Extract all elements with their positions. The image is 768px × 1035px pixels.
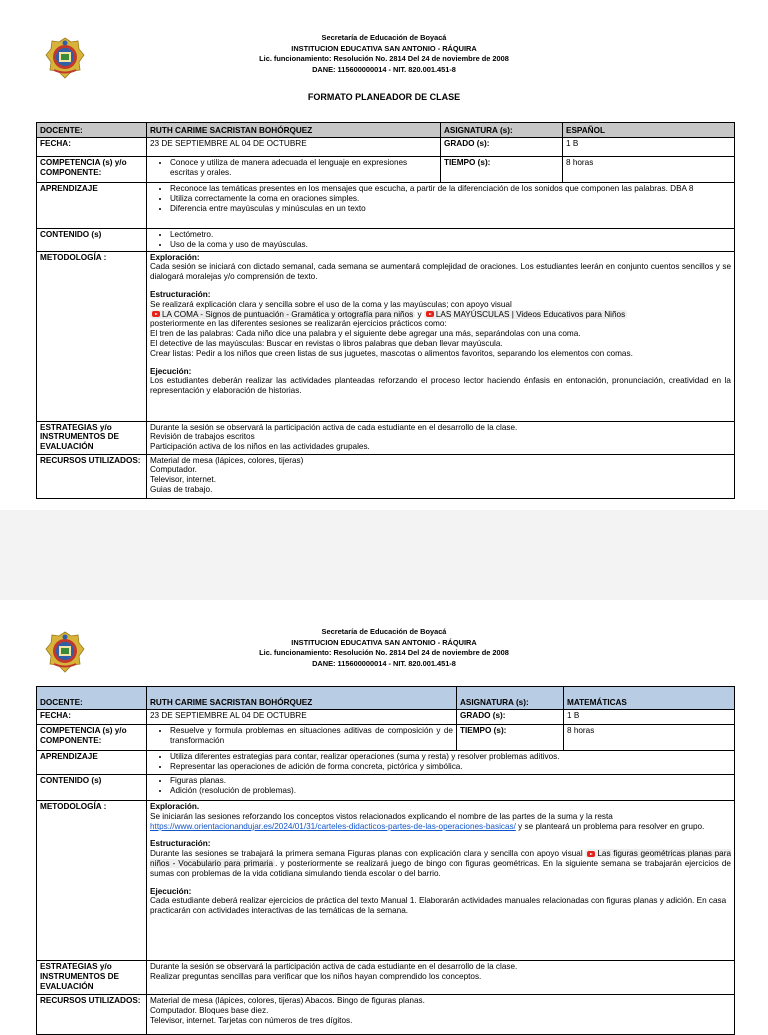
recursos-label: RECURSOS UTILIZADOS: <box>37 995 147 1035</box>
ejecucion-heading: Ejecución: <box>150 886 192 896</box>
list-item: Computador. <box>150 465 197 475</box>
ejercicio-2: El detective de las mayúsculas: Buscar en revistas o libros palabras que deban llevar mayúscula. <box>150 338 503 348</box>
exploracion-heading: Exploración. <box>150 802 200 811</box>
header-line-4: DANE: 115600000014 - NIT. 820.001.451-8 <box>312 64 456 74</box>
exploracion-link-line <box>150 822 731 832</box>
video-link-coma[interactable]: LA COMA - Signos de puntuación - Gramática y ortografía para niños <box>162 309 414 319</box>
table-row <box>37 138 735 157</box>
list-item: • Representar las operaciones de adición de forma concreta, pictórica y simbólica. <box>170 762 731 772</box>
video-link-mayusculas[interactable]: LAS MAYÚSCULAS | Videos Educativos para Niños <box>435 309 626 319</box>
grado-label: GRADO (s): <box>457 710 564 725</box>
list-item: • Resuelve y formula problemas en situaciones aditivas de composición y de transformación <box>170 726 453 746</box>
tiempo-value: 8 horas <box>564 725 735 751</box>
list-item: Televisor, internet. Tarjetas con números de tres dígitos. <box>150 1015 353 1025</box>
exploracion-text: Cada sesión se iniciará con dictado semanal, cada semana se aumentará complejidad de oraciones. Los estudiantes leerán en conjunto cuentos sencillos y se dialogará moralejas y/o comprensión de texto. <box>150 262 731 282</box>
estructuracion-heading: Estructuración: <box>150 289 211 299</box>
list-item: • Utiliza correctamente la coma en oraciones simples. <box>170 194 731 204</box>
docente-label: DOCENTE: <box>37 687 147 710</box>
asignatura-label: ASIGNATURA (s): <box>441 123 563 138</box>
list-item: • Figuras planas. <box>170 776 731 786</box>
planner-page-matematicas <box>0 600 768 1025</box>
metodologia-label: METODOLOGÍA : <box>37 251 147 421</box>
video-chip-coma[interactable] <box>150 310 415 319</box>
tiempo-label: TIEMPO (s): <box>457 725 564 751</box>
estructuracion-cont: . y posteriormente se realizará juego de bingo con figuras geométricas. En la siguiente semana se trabajarán ejercicios de sumas con problemas de la vida cotidiana simulando tienda escolar o del barrio. <box>150 858 731 878</box>
ejecucion-text: Cada estudiante deberá realizar ejercicios de práctica del texto Manual 1. Elaborarán actividades manuales relacionadas con figuras planas y adición. En casa practicarán con actividades interactivas de las temáticas de la semana. <box>150 896 727 916</box>
list-item: • Reconoce las temáticas presentes en los mensajes que escucha, a partir de la diferenciación de los sonidos que componen las palabras. DBA 8 <box>170 184 731 194</box>
docente-value: RUTH CARIME SACRISTAN BOHÓRQUEZ <box>147 123 441 138</box>
list-item: • Adición (resolución de problemas). <box>170 786 731 796</box>
competencia-label: COMPETENCIA (s) y/o COMPONENTE: <box>37 157 147 183</box>
metodologia-value <box>147 801 735 961</box>
list-item: Durante la sesión se observará la participación activa de cada estudiante en el desarrollo de la clase. <box>150 962 518 971</box>
fecha-value: 23 DE SEPTIEMBRE AL 04 DE OCTUBRE <box>147 710 457 725</box>
header-line-1: Secretaría de Educación de Boyacá <box>321 33 447 42</box>
table-row <box>37 251 735 421</box>
fecha-label: FECHA: <box>37 138 147 157</box>
estrategias-value <box>147 421 735 454</box>
list-item: Material de mesa (lápices, colores, tijeras) Abacos. Bingo de figuras planas. <box>150 996 425 1005</box>
table-row <box>37 961 735 995</box>
asignatura-label: ASIGNATURA (s): <box>457 687 564 710</box>
list-item: • Lectómetro. <box>170 230 731 240</box>
list-item: Realizar preguntas sencillas para verificar que los niños hayan comprendido los conceptos. <box>150 971 482 981</box>
video-chip-mayusculas[interactable] <box>424 310 627 319</box>
header-line-2: INSTITUCION EDUCATIVA SAN ANTONIO - RÁQUIRA <box>291 43 477 53</box>
exploracion-heading: Exploración: <box>150 252 200 262</box>
table-row <box>37 183 735 229</box>
list-item: Televisor, internet. <box>150 475 216 485</box>
fecha-value: 23 DE SEPTIEMBRE AL 04 DE OCTUBRE <box>147 138 441 157</box>
competencia-value <box>147 157 441 183</box>
header-line-3: Lic. funcionamiento: Resolución No. 2814 Del 24 de noviembre de 2008 <box>259 54 509 63</box>
aprendizaje-label: APRENDIZAJE <box>37 183 147 229</box>
header-line-4: DANE: 115600000014 - NIT. 820.001.451-8 <box>312 658 456 668</box>
aprendizaje-label: APRENDIZAJE <box>37 751 147 775</box>
exploracion-text: Se iniciarán las sesiones reforzando los conceptos vistos relacionados explicando el nombre de las partes de la suma y la resta <box>150 811 613 821</box>
table-row <box>37 157 735 183</box>
table-row <box>37 229 735 252</box>
ejecucion-text: Los estudiantes deberán realizar las actividades planteadas reforzando el proceso lector haciendo énfasis en entonación, pronunciación, creatividad en la representación y elaboración de historias. <box>150 376 731 396</box>
recursos-value <box>147 995 735 1035</box>
document-header <box>0 0 768 112</box>
youtube-icon <box>152 311 160 317</box>
form-title: FORMATO PLANEADOR DE CLASE <box>307 92 461 102</box>
estructuracion-block <box>150 849 731 878</box>
fecha-label: FECHA: <box>37 710 147 725</box>
institution-heading <box>0 33 768 75</box>
table-row <box>37 687 735 710</box>
class-plan-table <box>36 122 735 499</box>
tiempo-value: 8 horas <box>563 157 735 183</box>
list-item: Guias de trabajo. <box>150 484 213 494</box>
contenido-label: CONTENIDO (s) <box>37 775 147 801</box>
header-line-3: Lic. funcionamiento: Resolución No. 2814 Del 24 de noviembre de 2008 <box>259 648 509 657</box>
competencia-label: COMPETENCIA (s) y/o COMPONENTE: <box>37 725 147 751</box>
aprendizaje-value <box>147 751 735 775</box>
list-item: Computador. Bloques base diez. <box>150 1005 269 1015</box>
youtube-icon <box>587 851 595 857</box>
list-item: Revisión de trabajos escritos <box>150 432 255 442</box>
asignatura-value: MATEMÁTICAS <box>564 687 735 710</box>
competencia-value <box>147 725 457 751</box>
video-link-figuras[interactable]: Las figuras geométricas planas para niños - Vocabulario para primaria <box>150 849 732 868</box>
metodologia-label: METODOLOGÍA : <box>37 801 147 961</box>
ejercicio-1: El tren de las palabras: Cada niño dice una palabra y el siguiente debe agregar una más, separándolas con una coma. <box>150 329 581 339</box>
estructuracion-cont: posteriormente en las diferentes sesiones se realizarán ejercicios prácticos como: <box>150 319 447 329</box>
contenido-value <box>147 775 735 801</box>
reference-link[interactable]: https://www.orientacionandujar.es/2024/01/31/carteles-didacticos-partes-de-las-operaciones-basicas/ <box>150 821 516 831</box>
estrategias-value <box>147 961 735 995</box>
contenido-value <box>147 229 735 252</box>
tiempo-label: TIEMPO (s): <box>441 157 563 183</box>
list-item: • Utiliza diferentes estrategias para contar, realizar operaciones (suma y resta) y resolver problemas aditivos. <box>170 752 731 762</box>
docente-value: RUTH CARIME SACRISTAN BOHÓRQUEZ <box>147 687 457 710</box>
recursos-label: RECURSOS UTILIZADOS: <box>37 454 147 498</box>
list-item: Material de mesa (lápices, colores, tijeras) <box>150 455 304 465</box>
exploracion-cont: y se planteará un problema para resolver en grupo. <box>515 821 705 831</box>
table-row <box>37 454 735 498</box>
docente-label: DOCENTE: <box>37 123 147 138</box>
grado-value: 1 B <box>563 138 735 157</box>
asignatura-value: ESPAÑOL <box>563 123 735 138</box>
table-row <box>37 775 735 801</box>
class-plan-table <box>36 686 735 1035</box>
metodologia-value <box>147 251 735 421</box>
estrategias-label: ESTRATEGIAS y/o INSTRUMENTOS DE EVALUACIÓN <box>37 421 147 454</box>
video-links <box>150 310 731 320</box>
aprendizaje-value <box>147 183 735 229</box>
list-item: Participación activa de los niños en las actividades grupales. <box>150 442 370 452</box>
youtube-icon <box>426 311 434 317</box>
grado-label: GRADO (s): <box>441 138 563 157</box>
table-row <box>37 751 735 775</box>
list-item: • Uso de la coma y uso de mayúsculas. <box>170 240 731 250</box>
recursos-value <box>147 454 735 498</box>
estructuracion-intro: Durante las sesiones se trabajará la primera semana Figuras planas con explicación clara y sencilla con apoyo visual <box>150 849 583 859</box>
page-gap <box>0 510 768 600</box>
estrategias-label: ESTRATEGIAS y/o INSTRUMENTOS DE EVALUACIÓN <box>37 961 147 995</box>
estructuracion-intro: Se realizará explicación clara y sencilla sobre el uso de la coma y las mayúsculas; con apoyo visual <box>150 299 512 309</box>
ejecucion-heading: Ejecución: <box>150 366 192 376</box>
institution-heading <box>0 627 768 669</box>
table-row <box>37 123 735 138</box>
estructuracion-heading: Estructuración: <box>150 839 211 849</box>
contenido-label: CONTENIDO (s) <box>37 229 147 252</box>
list-item: • Conoce y utiliza de manera adecuada el lenguaje en expresiones escritas y orales. <box>170 158 437 178</box>
grado-value: 1 B <box>564 710 735 725</box>
table-row <box>37 801 735 961</box>
header-line-1: Secretaría de Educación de Boyacá <box>321 627 447 636</box>
list-item: • Diferencia entre mayúsculas y minúsculas en un texto <box>170 204 731 214</box>
table-row <box>37 725 735 751</box>
video-join: y <box>415 309 424 319</box>
table-row <box>37 710 735 725</box>
header-line-2: INSTITUCION EDUCATIVA SAN ANTONIO - RÁQUIRA <box>291 637 477 647</box>
table-row <box>37 421 735 454</box>
list-item: Durante la sesión se observará la participación activa de cada estudiante en el desarrollo de la clase. <box>150 422 518 432</box>
planner-page-espanol <box>0 0 768 494</box>
table-row <box>37 995 735 1035</box>
ejercicio-3: Crear listas: Pedir a los niños que creen listas de sus juguetes, mascotas o alimentos favoritos, separando los elementos con comas. <box>150 348 633 358</box>
